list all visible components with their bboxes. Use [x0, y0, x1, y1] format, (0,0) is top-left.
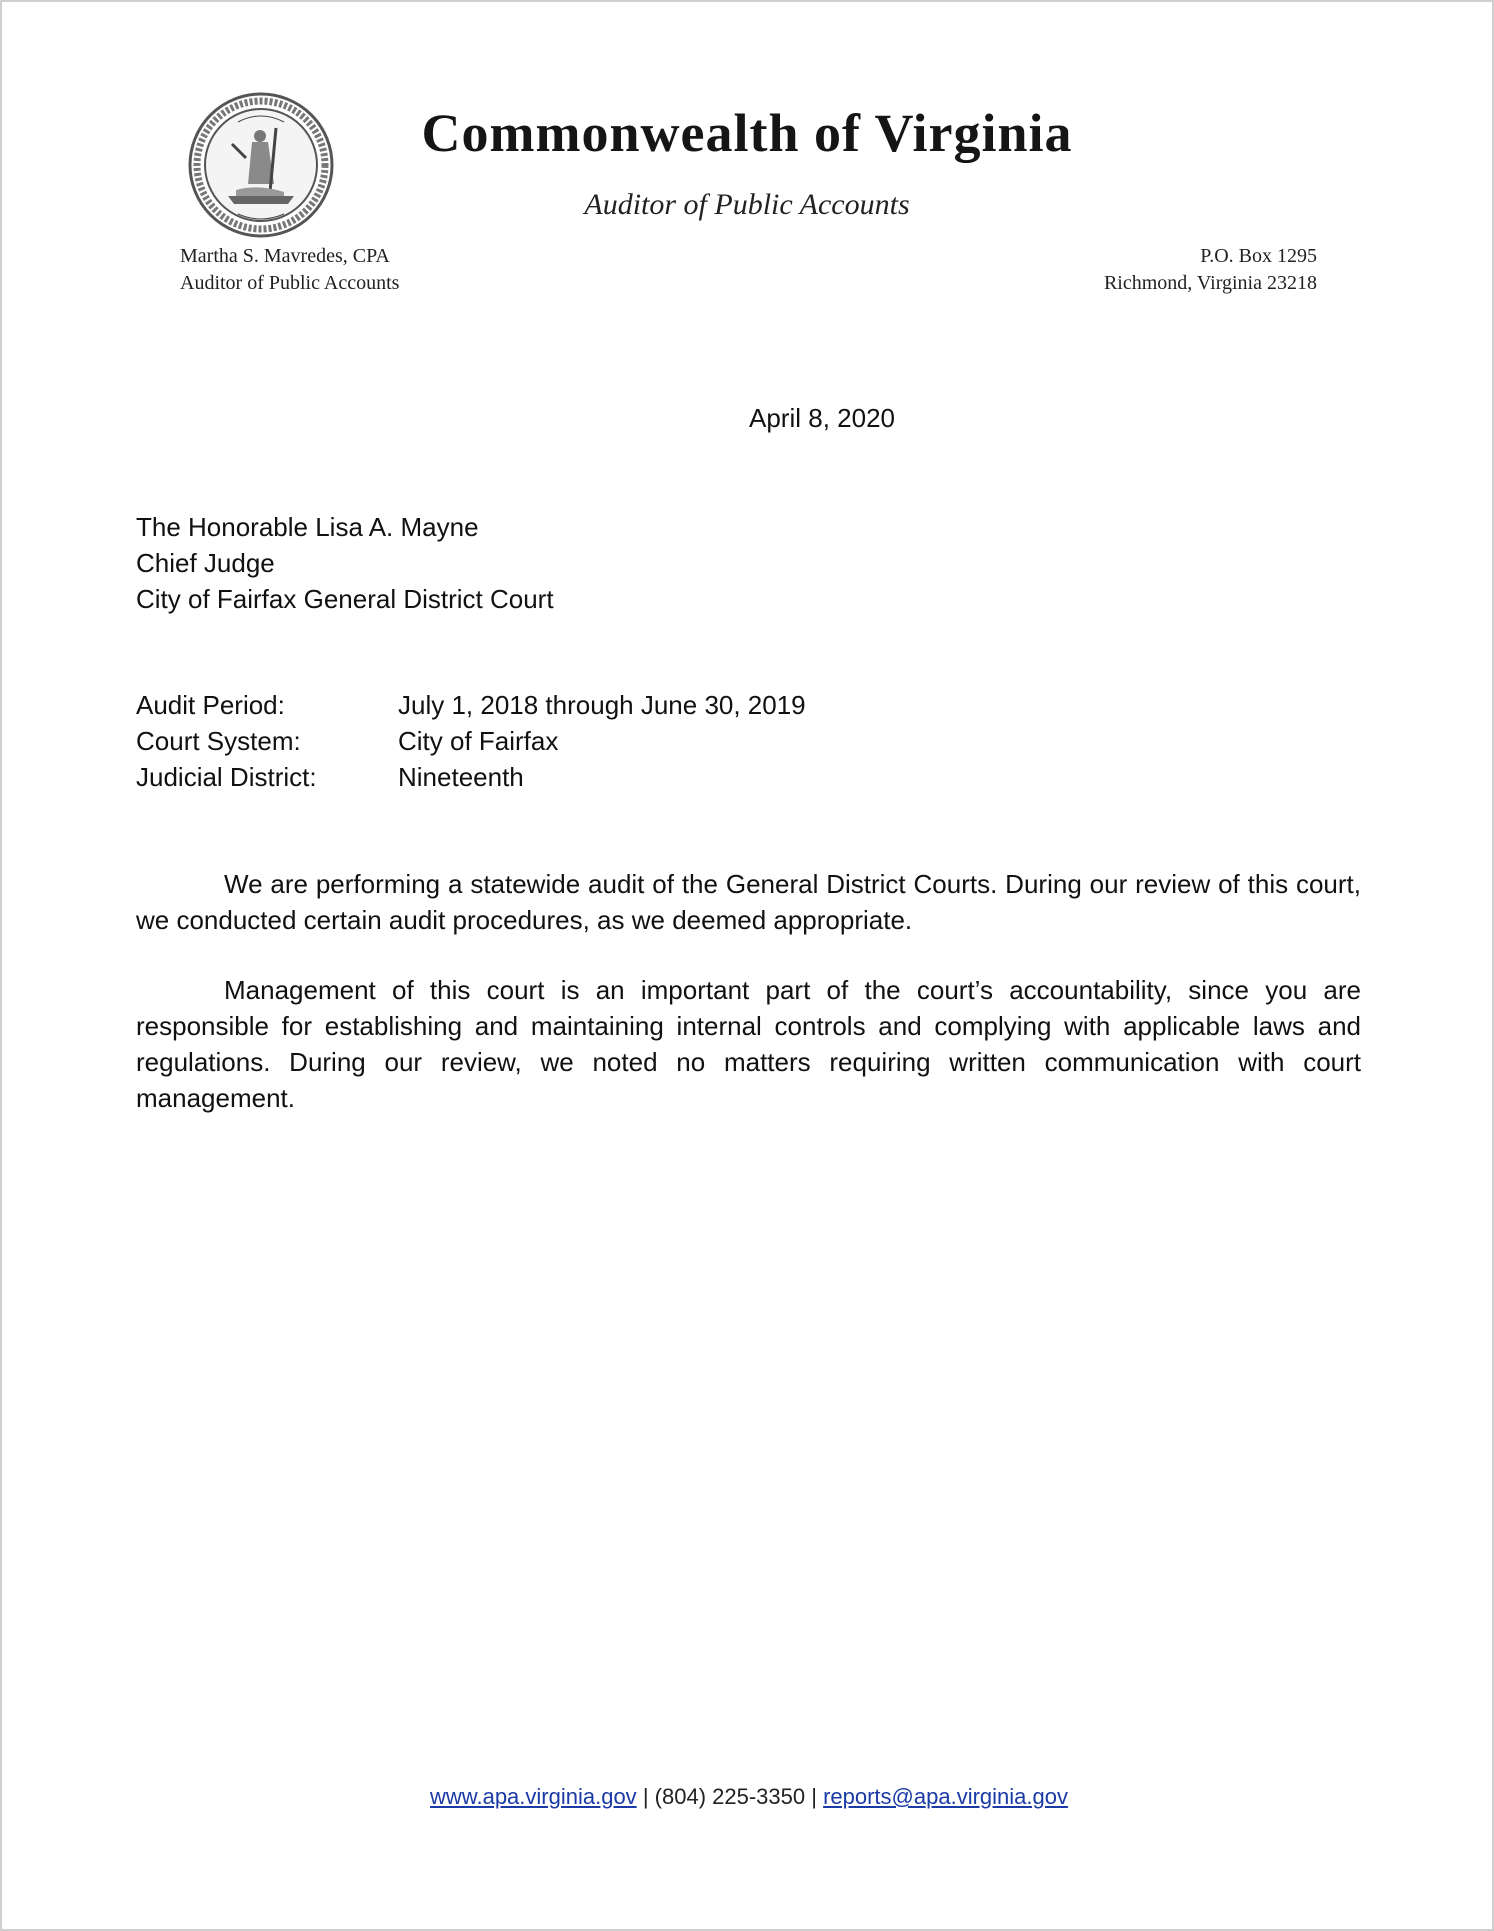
judicial-district-value: Nineteenth: [398, 762, 524, 792]
body-paragraph: We are performing a statewide audit of the General District Courts. During our review of this court, we conducted certain audit procedures, as we deemed appropriate.: [136, 869, 1361, 935]
audit-row: [136, 687, 806, 723]
auditor-name: Martha S. Mavredes, CPA: [180, 245, 390, 267]
mailing-address: [1104, 243, 1317, 297]
addressee-title: Chief Judge: [136, 548, 275, 578]
email-link[interactable]: reports@apa.virginia.gov: [823, 1784, 1068, 1809]
auditor-title: Auditor of Public Accounts: [180, 272, 400, 294]
footer-separator: |: [811, 1784, 817, 1809]
audit-row: [136, 759, 806, 795]
audit-row: [136, 723, 806, 759]
virginia-seal-icon: [188, 92, 334, 238]
addressee-name: The Honorable Lisa A. Mayne: [136, 512, 479, 542]
body-paragraph: Management of this court is an important part of the court’s accountability, since you are responsible for establishing and maintaining internal controls and complying with applicable laws and regulations. During our review, we noted no matters requiring written communication with court management.: [136, 975, 1361, 1113]
phone-number: (804) 225-3350: [654, 1784, 806, 1809]
audit-info: [136, 687, 806, 795]
audit-period-value: July 1, 2018 through June 30, 2019: [398, 690, 806, 720]
website-link[interactable]: www.apa.virginia.gov: [430, 1784, 637, 1809]
footer-separator: |: [642, 1784, 649, 1809]
letterhead-subtitle: Auditor of Public Accounts: [584, 188, 910, 221]
letter-footer: [2, 1784, 1494, 1810]
auditor-block: [180, 243, 399, 297]
judicial-district-label: Judicial District:: [136, 762, 317, 792]
po-box: P.O. Box 1295: [1200, 245, 1317, 267]
addressee-block: [136, 509, 554, 617]
court-system-value: City of Fairfax: [398, 726, 559, 756]
letter-body: [136, 866, 1361, 1150]
city-state: Richmond, Virginia 23218: [1103, 272, 1317, 294]
letter-date: April 8, 2020: [749, 403, 895, 433]
court-system-label: Court System:: [136, 726, 301, 756]
audit-period-label: Audit Period:: [136, 690, 285, 720]
addressee-court: City of Fairfax General District Court: [136, 584, 554, 614]
letterhead-title: Commonwealth of Virginia: [421, 103, 1073, 163]
